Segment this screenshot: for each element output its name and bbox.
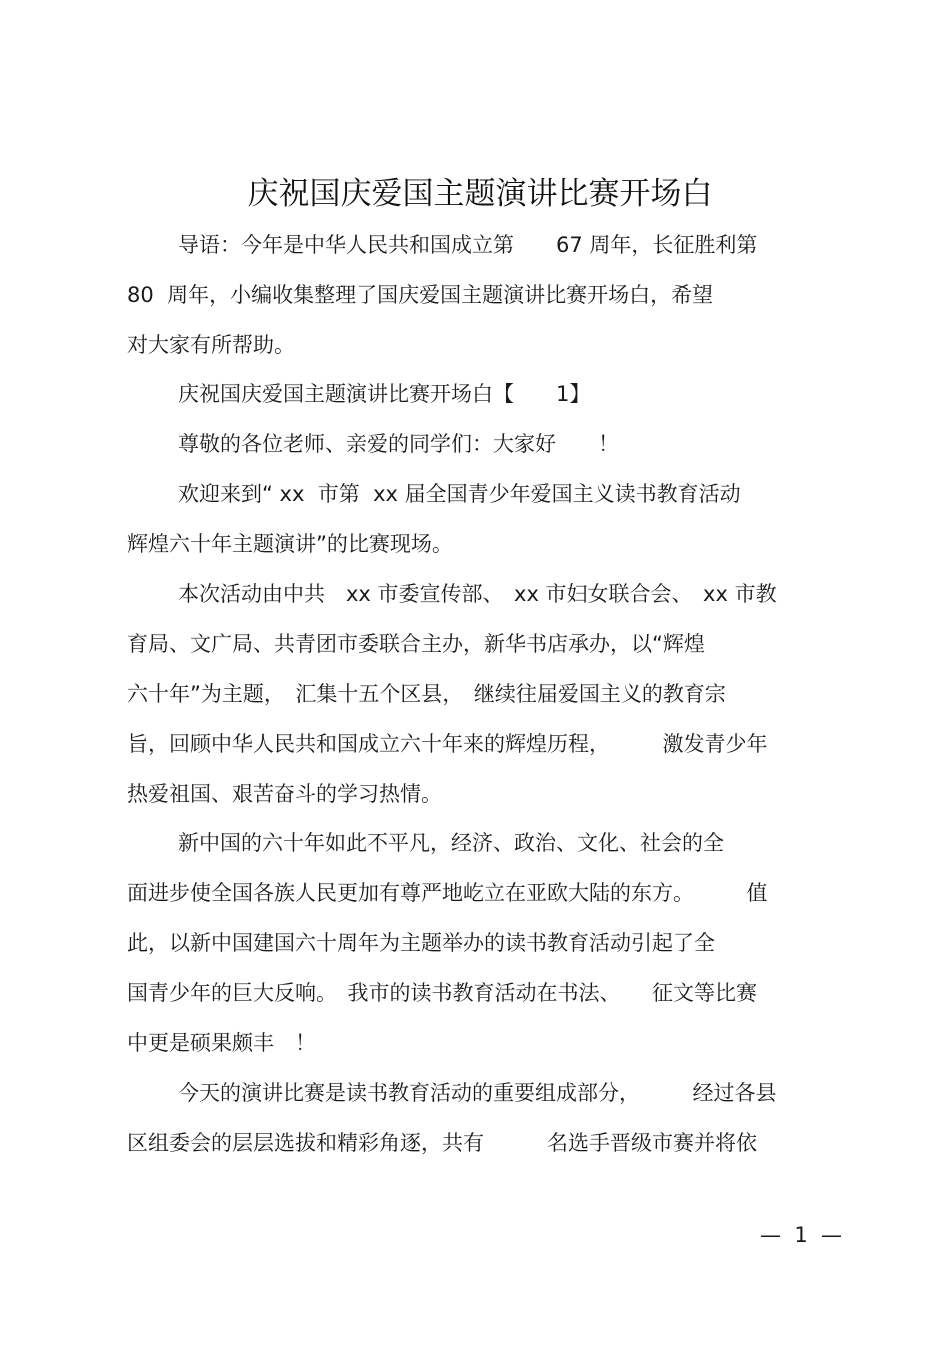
text-line: 中更是硕果颇丰 ！ <box>127 1031 316 1055</box>
text-line: 本次活动由中共 xx 市委宣传部、 xx 市妇女联合会、 xx 市教 <box>178 582 777 606</box>
text-line: 面进步使全国各族人民更加有尊严地屹立在亚欧大陆的东方。 值 <box>127 881 768 905</box>
section-heading: 庆祝国庆爱国主题演讲比赛开场白【 1】 <box>178 382 591 406</box>
text-line: 辉煌六十年主题演讲”的比赛现场。 <box>127 532 453 556</box>
text-line: 国青少年的巨大反响。 我市的读书教育活动在书法、 征文等比赛 <box>127 981 757 1005</box>
text-line: 尊敬的各位老师、亲爱的同学们：大家好 ！ <box>178 432 619 456</box>
text-line: 今天的演讲比赛是读书教育活动的重要组成部分， 经过各县 <box>178 1081 777 1105</box>
document-title: 庆祝国庆爱国主题演讲比赛开场白 <box>247 176 713 212</box>
text-line: 区组委会的层层选拔和精彩角逐，共有 名选手晋级市赛并将依 <box>127 1131 757 1155</box>
text-line: 育局、文广局、共青团市委联合主办，新华书店承办，以“辉煌 <box>127 632 705 656</box>
page-number: — 1 — <box>760 1223 843 1247</box>
text-line: 对大家有所帮助。 <box>127 333 295 357</box>
text-line: 六十年”为主题， 汇集十五个区县， 继续往届爱国主义的教育宗 <box>127 682 726 706</box>
text-line: 欢迎来到“ xx 市第 xx 届全国青少年爱国主义读书教育活动 <box>178 482 741 506</box>
text-line: 此，以新中国建国六十周年为主题举办的读书教育活动引起了全 <box>127 931 715 955</box>
text-line: 热爱祖国、艰苦奋斗的学习热情。 <box>127 782 442 806</box>
text-line: 新中国的六十年如此不平凡，经济、政治、文化、社会的全 <box>178 831 724 855</box>
text-line: 导语：今年是中华人民共和国成立第 67 周年，长征胜利第 <box>178 233 758 257</box>
text-line: 80 周年，小编收集整理了国庆爱国主题演讲比赛开场白，希望 <box>127 283 714 307</box>
text-line: 旨，回顾中华人民共和国成立六十年来的辉煌历程， 激发青少年 <box>127 732 768 756</box>
